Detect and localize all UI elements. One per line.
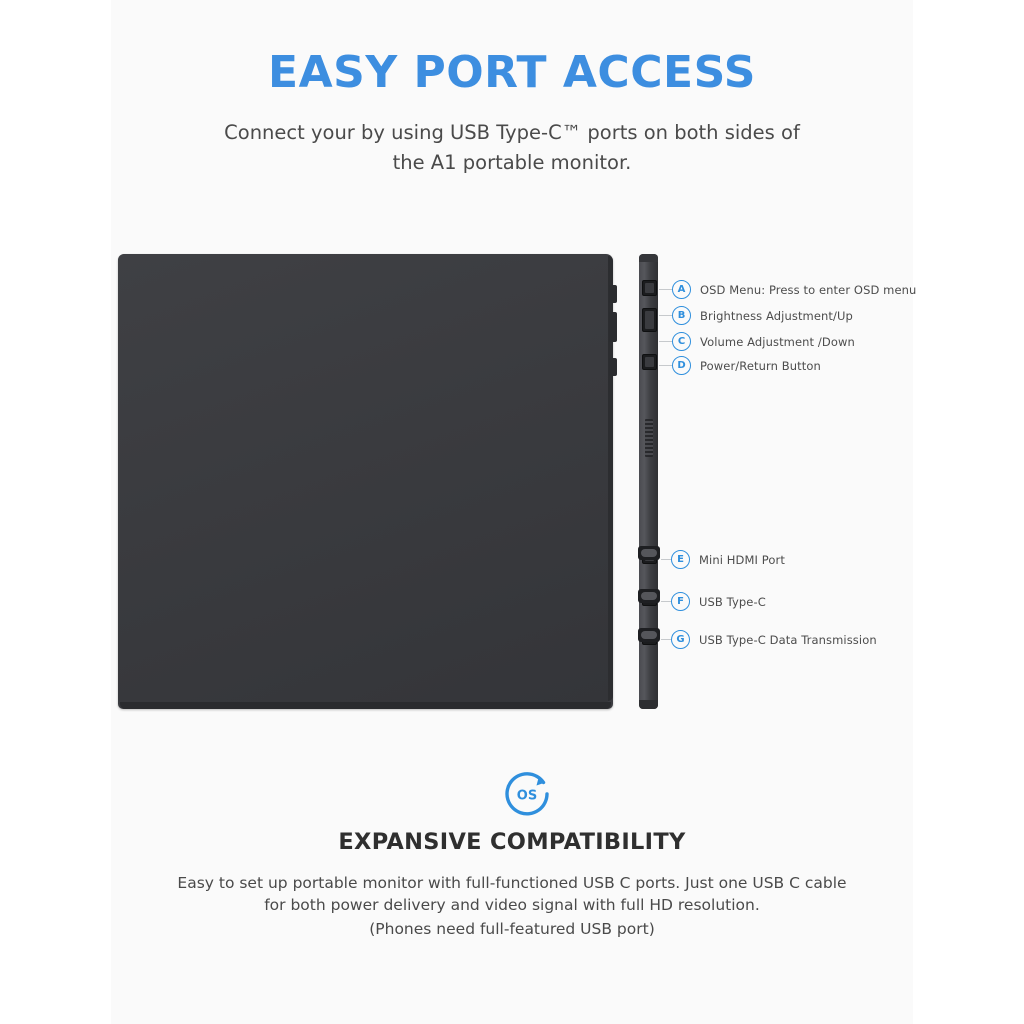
svg-text:OS: OS [516, 788, 538, 804]
callout-label-b: Brightness Adjustment/Up [700, 308, 853, 323]
infographic-canvas [111, 0, 917, 1024]
usb-c-data-connector [638, 628, 660, 642]
usb-c-connector [638, 589, 660, 603]
osd-menu-button-port [642, 280, 657, 296]
paragraph-note: (Phones need full-featured USB port) [369, 920, 655, 938]
lead-line-d [659, 365, 672, 366]
page-title: EASY PORT ACCESS [268, 47, 756, 98]
subtitle-line-2: the A1 portable monitor. [392, 151, 632, 174]
brightness-button-port [642, 308, 657, 332]
mini-hdmi-connector [638, 546, 660, 560]
callout-a [672, 280, 916, 299]
callout-g [671, 630, 877, 649]
lead-line-c [659, 341, 672, 342]
callout-badge-c: C [672, 332, 691, 351]
page-subtitle [171, 118, 853, 178]
subtitle-line-1: Connect your by using USB Type-C™ ports on both sides of [224, 121, 800, 144]
power-button-port [642, 354, 657, 370]
callout-b [672, 306, 853, 325]
paragraph-line-2: cable for both power delivery and video signal with full HD resolution. [264, 874, 847, 914]
callout-c [672, 332, 855, 351]
os-compatibility-icon [500, 770, 556, 822]
lead-line-f [661, 601, 671, 602]
callout-label-a: OSD Menu: Press to enter OSD menu [700, 282, 917, 297]
callout-e [671, 550, 785, 569]
callout-badge-f: F [671, 592, 690, 611]
callout-label-c: Volume Adjustment /Down [700, 334, 855, 349]
section-paragraph [171, 872, 853, 940]
monitor-side-button-3 [609, 358, 617, 376]
lead-line-b [659, 315, 672, 316]
portable-monitor-back-panel [118, 254, 613, 709]
callout-label-d: Power/Return Button [700, 358, 821, 373]
callout-badge-d: D [672, 356, 691, 375]
lead-line-e [661, 559, 671, 560]
callout-label-f: USB Type-C [699, 594, 766, 609]
monitor-side-button-1 [609, 285, 617, 303]
callout-badge-g: G [671, 630, 690, 649]
callout-badge-e: E [671, 550, 690, 569]
paragraph-line-1: Easy to set up portable monitor with full-functioned USB C ports. Just one USB C [177, 874, 800, 892]
callout-badge-b: B [672, 306, 691, 325]
side-bottom-cap [639, 700, 658, 709]
monitor-surface [118, 254, 610, 703]
callout-label-e: Mini HDMI Port [699, 552, 785, 567]
monitor-bottom-edge [120, 702, 611, 709]
callout-label-g: USB Type-C Data Transmission [699, 632, 877, 647]
lead-line-a [659, 289, 672, 290]
speaker-grille [645, 419, 653, 457]
lead-line-g [661, 639, 671, 640]
callout-d [672, 356, 821, 375]
side-top-cap [639, 254, 658, 262]
section-title: EXPANSIVE COMPATIBILITY [338, 829, 686, 855]
monitor-side-button-2 [609, 312, 617, 342]
callout-badge-a: A [672, 280, 691, 299]
callout-f [671, 592, 766, 611]
